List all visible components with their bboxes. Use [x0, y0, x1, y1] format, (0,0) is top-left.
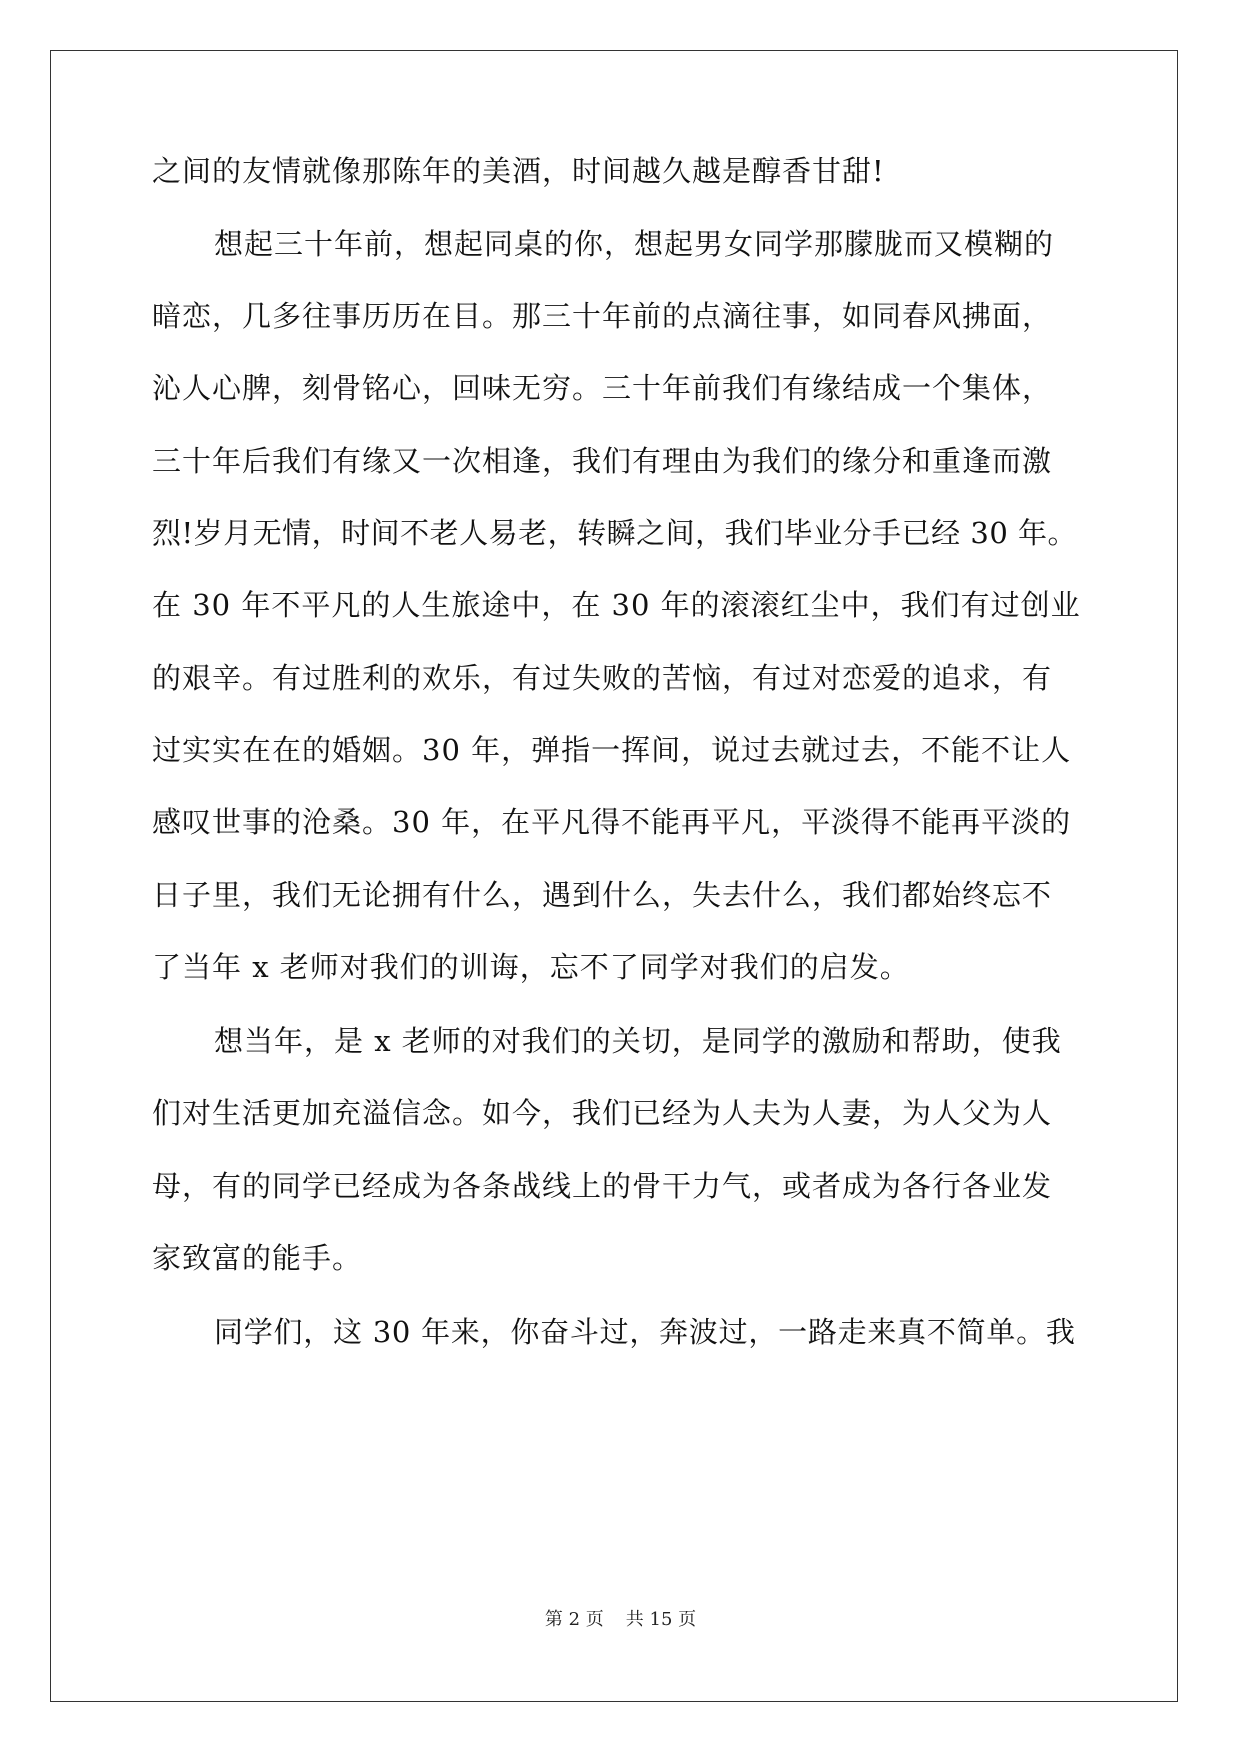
page-footer — [0, 1608, 1241, 1632]
text-line: 的艰辛。有过胜利的欢乐，有过失败的苦恼，有过对恋爱的追求，有 — [152, 661, 1053, 695]
paragraph-start-line: 想起三十年前，想起同桌的你，想起男女同学那朦胧而又模糊的 — [214, 227, 1055, 261]
text-line: 了当年 x 老师对我们的训诲，忘不了同学对我们的启发。 — [152, 950, 910, 984]
text-line: 感叹世事的沧桑。30 年，在平凡得不能再平凡，平淡得不能再平淡的 — [152, 805, 1072, 839]
text-line: 暗恋，几多往事历历在目。那三十年前的点滴往事，如同春风拂面， — [152, 299, 1053, 333]
text-line: 日子里，我们无论拥有什么，遇到什么，失去什么，我们都始终忘不 — [152, 878, 1053, 912]
text-line: 过实实在在的婚姻。30 年，弹指一挥间，说过去就过去，不能不让人 — [152, 733, 1072, 767]
page-total: 共 15 页 — [625, 1609, 697, 1630]
text-line: 之间的友情就像那陈年的美酒，时间越久越是醇香甘甜! — [152, 154, 885, 188]
page-number: 第 2 页 — [544, 1609, 604, 1630]
text-line: 家致富的能手。 — [152, 1241, 363, 1275]
text-line: 们对生活更加充溢信念。如今，我们已经为人夫为人妻，为人父为人 — [152, 1096, 1053, 1130]
text-line: 烈!岁月无情，时间不老人易老，转瞬之间，我们毕业分手已经 30 年。 — [152, 516, 1077, 550]
paragraph-start-line: 同学们，这 30 年来，你奋斗过，奔波过，一路走来真不简单。我 — [214, 1315, 1076, 1349]
text-line: 沁人心脾，刻骨铭心，回味无穷。三十年前我们有缘结成一个集体， — [152, 371, 1053, 405]
text-line: 母，有的同学已经成为各条战线上的骨干力气，或者成为各行各业发 — [152, 1169, 1053, 1203]
paragraph-start-line: 想当年，是 x 老师的对我们的关切，是同学的激励和帮助，使我 — [214, 1024, 1062, 1058]
text-line: 在 30 年不平凡的人生旅途中，在 30 年的滚滚红尘中，我们有过创业 — [152, 588, 1081, 622]
text-line: 三十年后我们有缘又一次相逢，我们有理由为我们的缘分和重逢而激 — [152, 444, 1053, 478]
